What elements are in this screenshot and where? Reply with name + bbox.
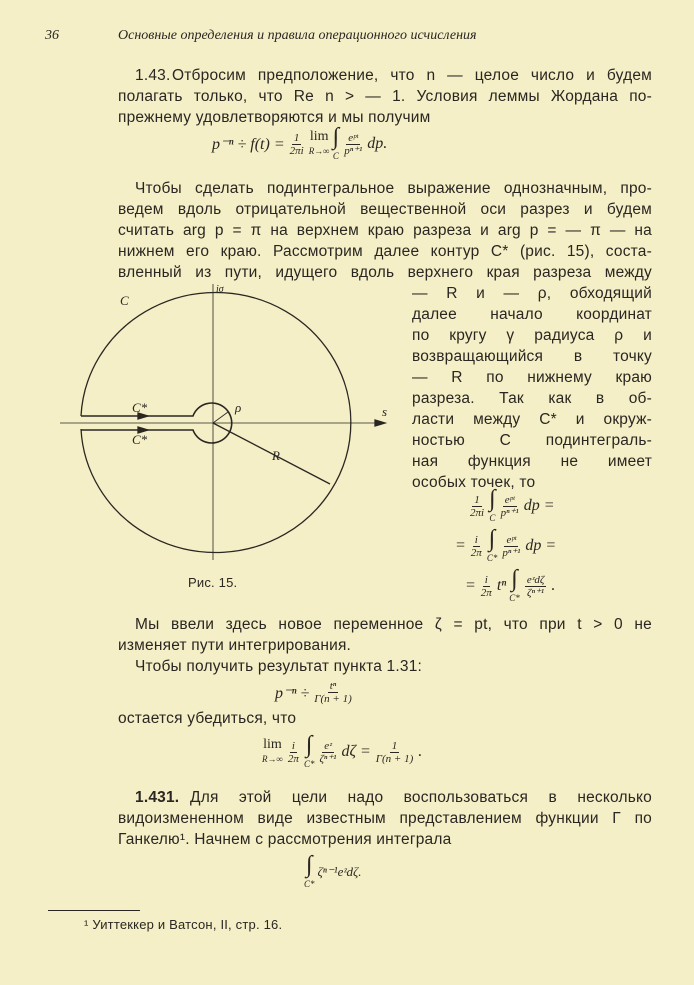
- column-line: разреза. Так как в об-: [412, 390, 652, 407]
- label-top: iσ: [216, 284, 224, 295]
- text-line: полагать только, что Re n > — 1. Условия леммы Жордана по-: [118, 88, 652, 105]
- integral-sign: ∫ C*: [486, 526, 498, 563]
- formula-3: lim R→∞ i 2π ∫ C* eᶻ ζⁿ⁺¹ dζ = $\frac{1}{\Gamma(n + 1)}$ .: [262, 732, 423, 769]
- text-line: Чтобы получить результат пункта 1.31:: [135, 658, 423, 675]
- formula-2: p⁻ⁿ ÷ $\frac{\text{tⁿ}}{\Gamma(n + 1)}$: [275, 680, 352, 705]
- integral-sign: ∫ C: [332, 124, 340, 161]
- column-line: по кругу γ радиуса ρ и: [412, 327, 652, 344]
- label-C-star-upper: C*: [132, 400, 148, 415]
- radius-rho-line: [213, 412, 228, 423]
- text-line: Ганкелю¹. Начнем с рассмотрения интеграла: [118, 831, 452, 848]
- integral-sign: ∫ C*: [509, 566, 520, 603]
- formula-col-1: 1 2πi ∫ C eᵖᵗ pⁿ⁺¹ dp =: [470, 486, 555, 523]
- column-line: — R по нижнему краю: [412, 369, 652, 386]
- column-line: ностью C подинтеграль-: [412, 432, 652, 449]
- formula-lhs: p⁻ⁿ ÷ f(t) =: [212, 136, 285, 153]
- column-line: ная функция не имеет: [412, 453, 652, 470]
- footnote-rule: [48, 910, 140, 911]
- formula-col-2: = $\frac{i}{2\pi}$ ∫ C* eᵖᵗ pⁿ⁺¹ dp =: [455, 526, 557, 563]
- integral-sign: ∫ C*: [304, 852, 315, 889]
- label-C-star-lower: C*: [132, 432, 148, 447]
- text-line: вленный из пути, идущего вдоль верхнего края разреза между: [118, 264, 652, 281]
- footnote: ¹ Уиттеккер и Ватсон, II, стр. 16.: [84, 917, 283, 932]
- fraction: eᵖᵗ pⁿ⁺¹: [344, 131, 363, 157]
- integral-sign: ∫ C*: [303, 732, 315, 769]
- formula-tail: dp.: [367, 135, 388, 152]
- text-line: Мы ввели здесь новое переменное ζ = pt, что при t > 0 не: [135, 616, 652, 633]
- page-number: 36: [45, 28, 59, 43]
- fraction: $\frac{1}{2\pi i}$: [289, 131, 304, 157]
- big-circle-C: [81, 293, 351, 553]
- label-R: R: [272, 448, 280, 463]
- text-line: Чтобы сделать подинтегральное выражение однозначным, про-: [135, 180, 652, 197]
- text-line: нижнем его краю. Рассмотрим далее контур C* (рис. 15), соста-: [118, 243, 652, 260]
- column-line: возвращающийся в точку: [412, 348, 652, 365]
- running-title: Основные определения и правила операционного исчисления: [118, 28, 477, 43]
- column-line: далее начало координат: [412, 306, 652, 323]
- text-line: ведем вдоль отрицательной вещественной оси разрез и будем: [118, 201, 652, 218]
- text-line: считать arg p = π на верхнем краю разреза и arg p = — π — на: [118, 222, 652, 239]
- integral-sign: ∫ C: [489, 486, 496, 523]
- limit: lim R→∞: [308, 129, 330, 156]
- section-number: 1.43.: [135, 67, 171, 84]
- label-s: s: [382, 404, 388, 419]
- section-number: 1.431.: [135, 789, 180, 806]
- formula-4: ∫ C* ζⁿ⁻¹eᶻdζ.: [304, 852, 362, 889]
- formula-col-3: = $\frac{i}{2\pi}$ tⁿ ∫ C* eᶻdζ ζⁿ⁺¹ .: [465, 566, 556, 603]
- text-line: остается убедиться, что: [118, 710, 297, 727]
- column-line: — R и — ρ, обходящий: [412, 285, 652, 302]
- text-line: прежнему удовлетворяются и мы получим: [118, 109, 431, 126]
- text-line: изменяет пути интегрирования.: [118, 637, 352, 654]
- figure-caption: Рис. 15.: [188, 575, 238, 590]
- text-line: видоизмененном виде известным представлением функции Γ по: [118, 810, 652, 827]
- text-line: Отбросим предположение, что n — целое число и будем: [172, 67, 652, 84]
- column-line: ласти между C* и окруж-: [412, 411, 652, 428]
- column-line: особых точек, то: [412, 474, 536, 491]
- label-C: C: [120, 293, 129, 308]
- label-rho: ρ: [235, 400, 242, 415]
- text-line: Для этой цели надо воспользоваться в несколько: [190, 789, 652, 806]
- arrow-icon: [375, 420, 385, 426]
